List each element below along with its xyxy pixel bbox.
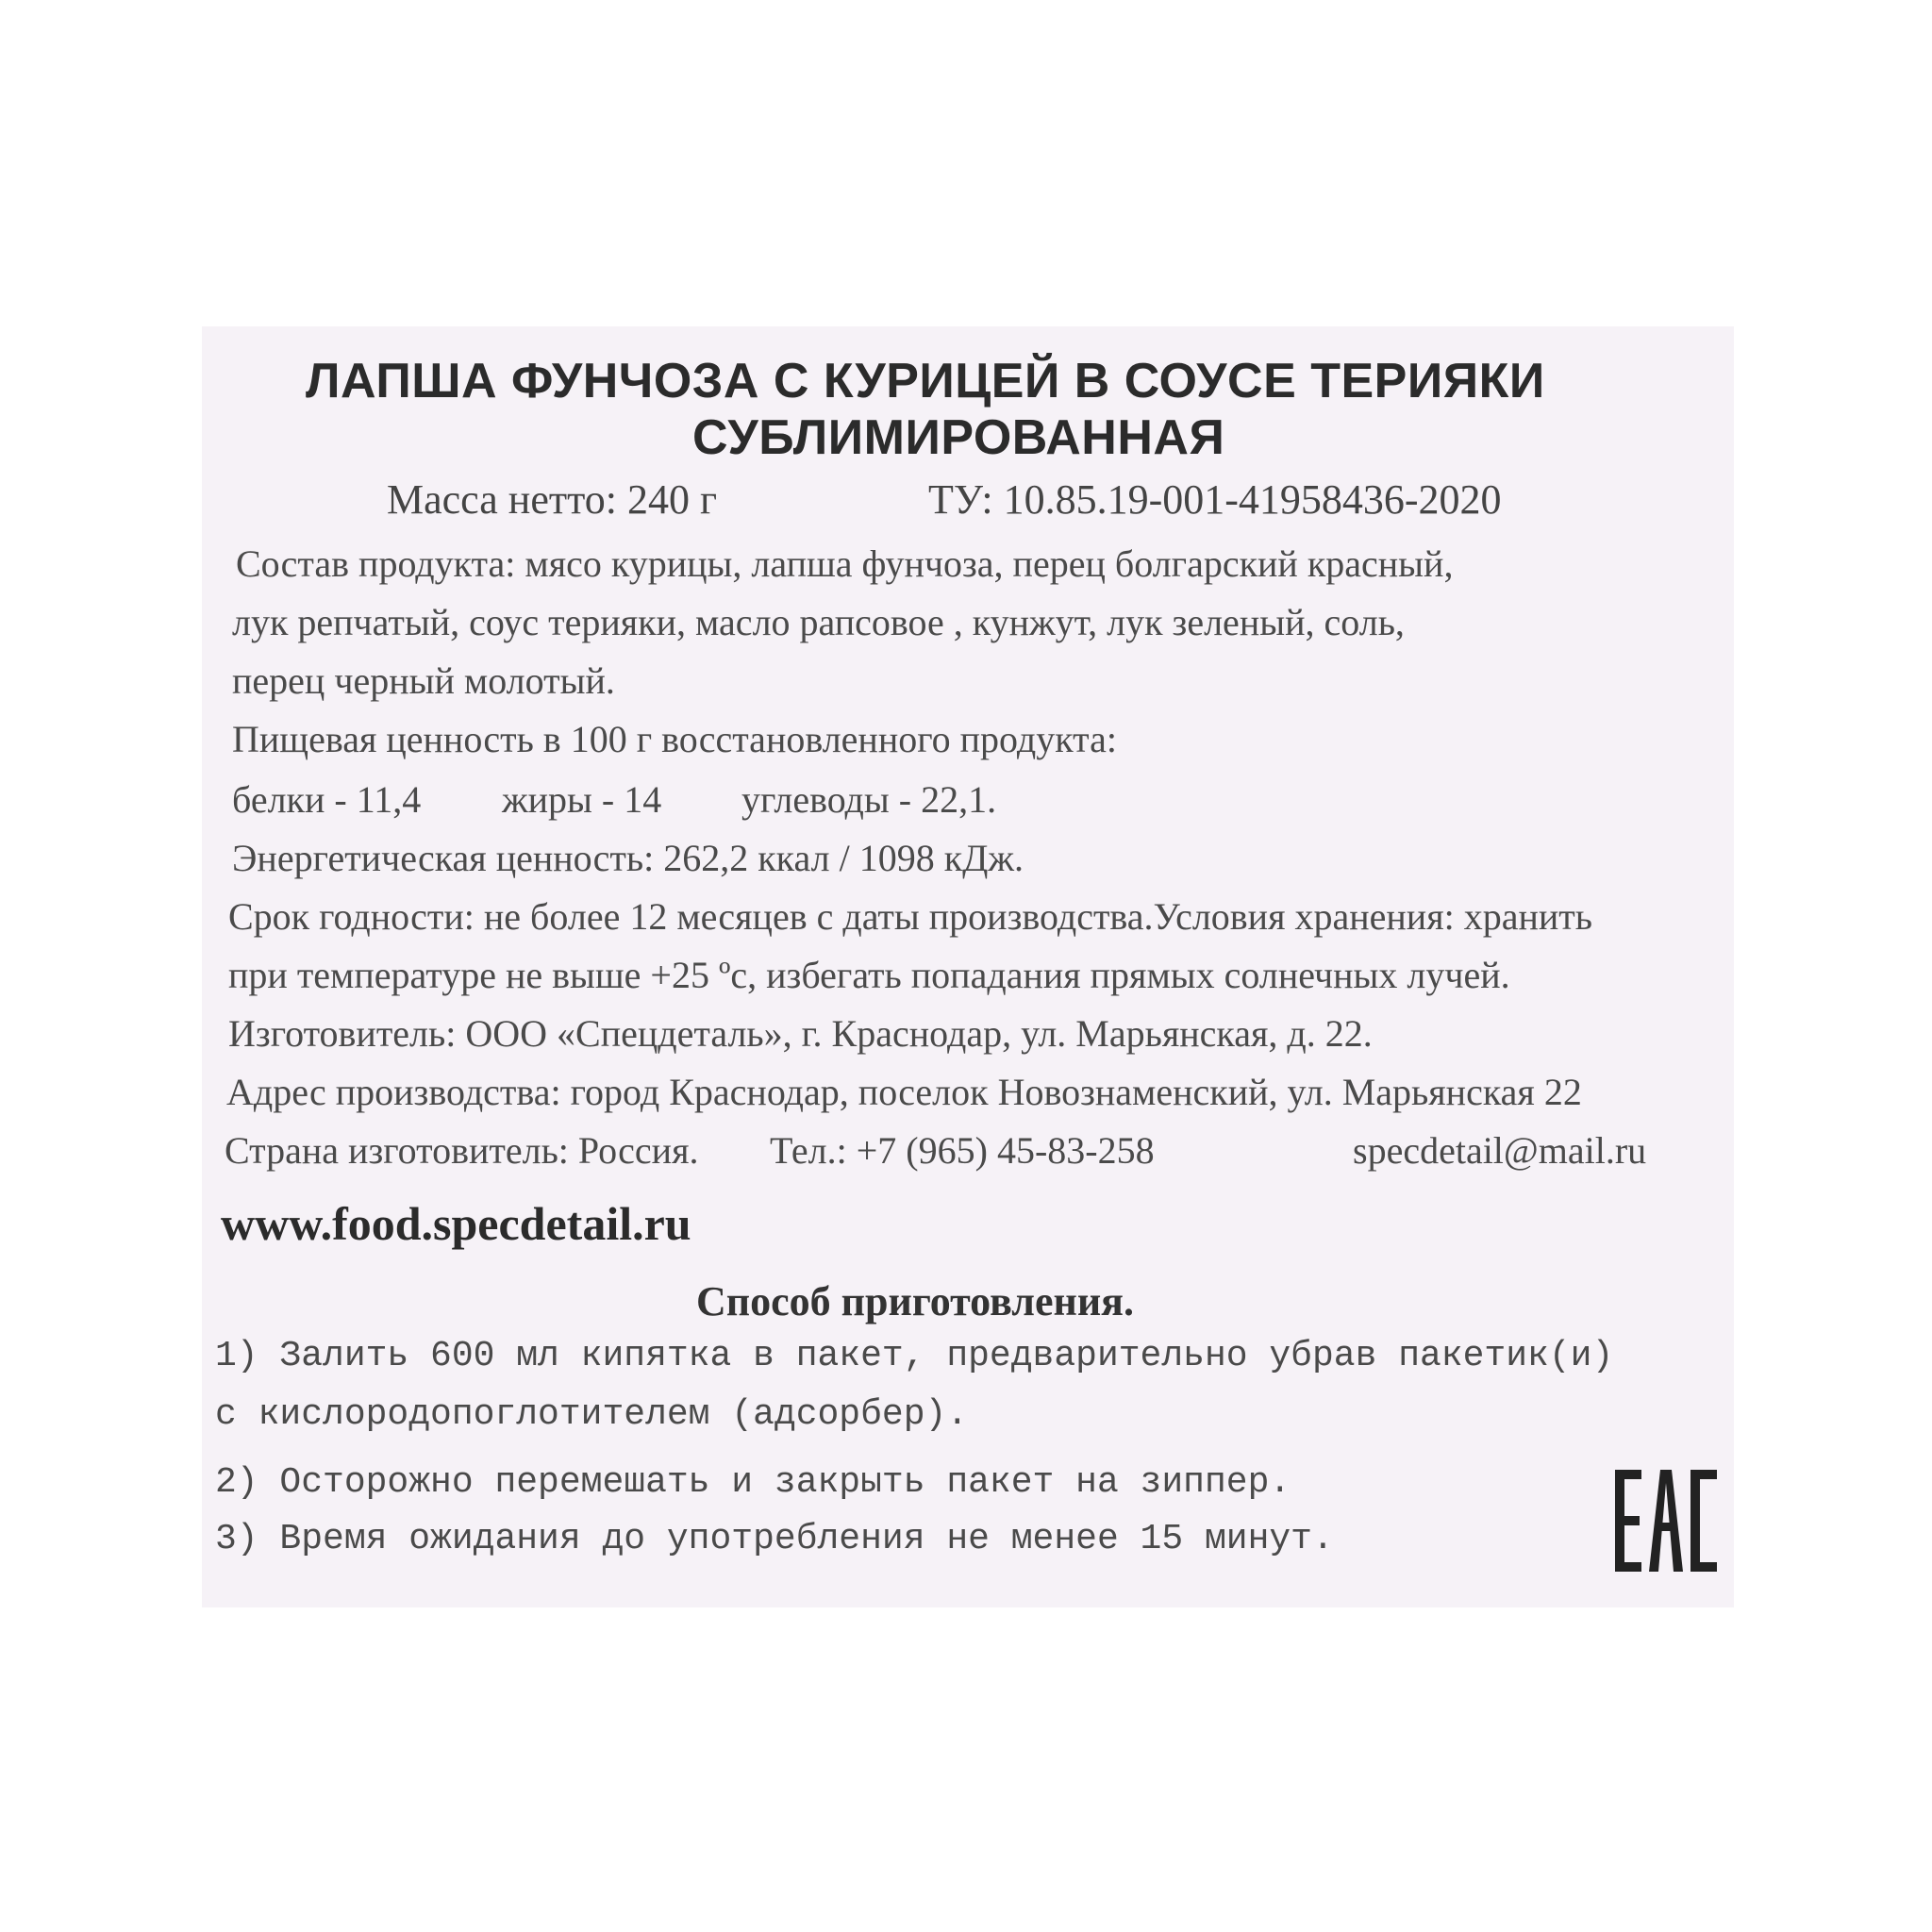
preparation-step1-line2: с кислородопоглотителем (адсорбер). bbox=[215, 1394, 969, 1435]
phone-number: Тел.: +7 (965) 45-83-258 bbox=[770, 1129, 1155, 1172]
preparation-step1-line1: 1) Залить 600 мл кипятка в пакет, предварительно убрав пакетик(и) bbox=[215, 1336, 1614, 1376]
nutrition-carbs: углеводы - 22,1. bbox=[741, 778, 997, 821]
eac-mark-icon bbox=[1613, 1466, 1719, 1575]
composition-line3: перец черный молотый. bbox=[232, 659, 615, 702]
preparation-step2: 2) Осторожно перемешать и закрыть пакет на зиппер. bbox=[215, 1462, 1291, 1503]
manufacturer-name: Изготовитель: ООО «Спецдеталь», г. Краснодар, ул. Марьянская, д. 22. bbox=[228, 1012, 1373, 1055]
product-title-line1: ЛАПША ФУНЧОЗА С КУРИЦЕЙ В СОУСЕ ТЕРИЯКИ bbox=[306, 354, 1545, 408]
net-weight: Масса нетто: 240 г bbox=[387, 476, 718, 523]
storage-line2: при температуре не выше +25 ºc, избегать попадания прямых солнечных лучей. bbox=[228, 954, 1510, 996]
country-of-origin: Страна изготовитель: Россия. bbox=[225, 1129, 699, 1172]
nutrition-fat: жиры - 14 bbox=[502, 778, 662, 821]
manufacturer-address: Адрес производства: город Краснодар, поселок Новознаменский, ул. Марьянская 22 bbox=[226, 1071, 1582, 1113]
energy-value: Энергетическая ценность: 262,2 ккал / 1098 кДж. bbox=[232, 837, 1024, 879]
website-url: www.food.specdetail.ru bbox=[221, 1197, 691, 1250]
preparation-step3: 3) Время ожидания до употребления не менее 15 минут. bbox=[215, 1519, 1334, 1559]
product-title-line2: СУБЛИМИРОВАННАЯ bbox=[692, 410, 1225, 465]
preparation-title: Способ приготовления. bbox=[696, 1278, 1134, 1324]
product-label bbox=[202, 326, 1734, 1607]
nutrition-protein: белки - 11,4 bbox=[232, 778, 422, 821]
tu-code: ТУ: 10.85.19-001-41958436-2020 bbox=[928, 476, 1502, 523]
composition-line2: лук репчатый, соус терияки, масло рапсовое , кунжут, лук зеленый, соль, bbox=[232, 601, 1405, 643]
composition-line1: Состав продукта: мясо курицы, лапша фунчоза, перец болгарский красный, bbox=[236, 542, 1454, 585]
storage-line1: Срок годности: не более 12 месяцев с даты производства.Условия хранения: хранить bbox=[228, 895, 1592, 938]
nutrition-heading: Пищевая ценность в 100 г восстановленного продукта: bbox=[232, 718, 1117, 760]
email-address: specdetail@mail.ru bbox=[1353, 1129, 1647, 1172]
